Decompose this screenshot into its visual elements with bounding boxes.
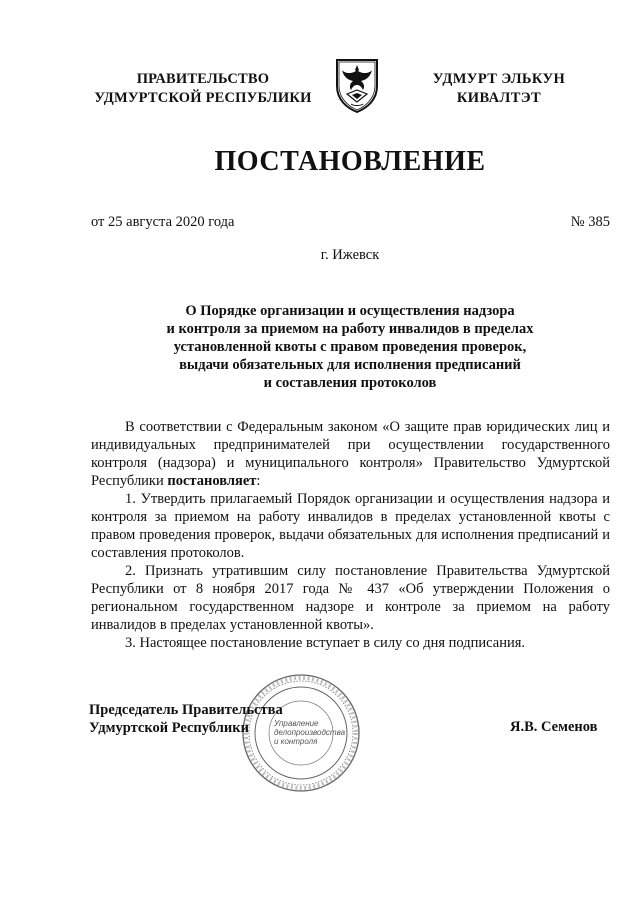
header-left (78, 70, 328, 108)
header-right-line1: УДМУРТ ЭЛЬКУН (432, 71, 566, 87)
document-number: № 385 (570, 214, 610, 230)
header-right (404, 70, 594, 108)
document-city: г. Ижевск (320, 247, 380, 263)
subject-line: выдачи обязательных для исполнения предписаний (179, 357, 521, 373)
stamp-line: и контроля (274, 737, 318, 746)
udmurt-coat-of-arms-icon (333, 56, 381, 114)
intro-decree-word: постановляет (167, 473, 257, 489)
stamp-text (274, 719, 344, 746)
intro-paragraph (91, 418, 610, 490)
signatory-name: Я.В. Семенов (510, 719, 598, 735)
subject-line: и составления протоколов (263, 375, 437, 391)
header-left-line1: ПРАВИТЕЛЬСТВО (136, 71, 270, 87)
document-subject (140, 302, 560, 392)
item-3: 3. Настоящее постановление вступает в силу со дня подписания. (125, 635, 526, 651)
intro-text: В соответствии с Федеральным законом «О защите прав юридических лиц и индивидуальных предпринимателей при осуществлении государственного контроля (надзора) и муниципального контроля» Правительство Удмуртской Республики (91, 419, 610, 489)
stamp-line: Управление (274, 719, 319, 728)
intro-end: : (256, 473, 261, 489)
signatory-position-line2: Удмуртской Республики (89, 720, 249, 736)
document-title: ПОСТАНОВЛЕНИЕ (214, 146, 486, 177)
document-date: от 25 августа 2020 года (91, 214, 235, 230)
item-2: 2. Признать утратившим силу постановление Правительства Удмуртской Республики от 8 ноября 2017 года № 437 «Об утверждении Положения о региональном государственном надзоре и контроле за приемом на работу инвалидов в пределах установленной квоты». (91, 563, 610, 633)
subject-line: установленной квоты с правом проведения проверок, (173, 339, 527, 355)
header-left-line2: УДМУРТСКОЙ РЕСПУБЛИКИ (94, 90, 312, 106)
stamp-line: делопроизводства (274, 728, 346, 737)
subject-line: О Порядке организации и осуществления надзора (185, 303, 515, 319)
subject-line: и контроля за приемом на работу инвалидов в пределах (166, 321, 534, 337)
header-right-line2: КИВАЛТЭТ (456, 90, 542, 106)
signatory-position-line1: Председатель Правительства (89, 702, 283, 718)
document-body (91, 418, 610, 652)
item-1: 1. Утвердить прилагаемый Порядок организации и осуществления надзора и контроля за приемом на работу инвалидов в пределах установленной квоты с правом проведения проверок, выдачи обязательных для исполнения предписаний и составления протоколов. (91, 491, 610, 561)
signatory-position (89, 701, 283, 737)
